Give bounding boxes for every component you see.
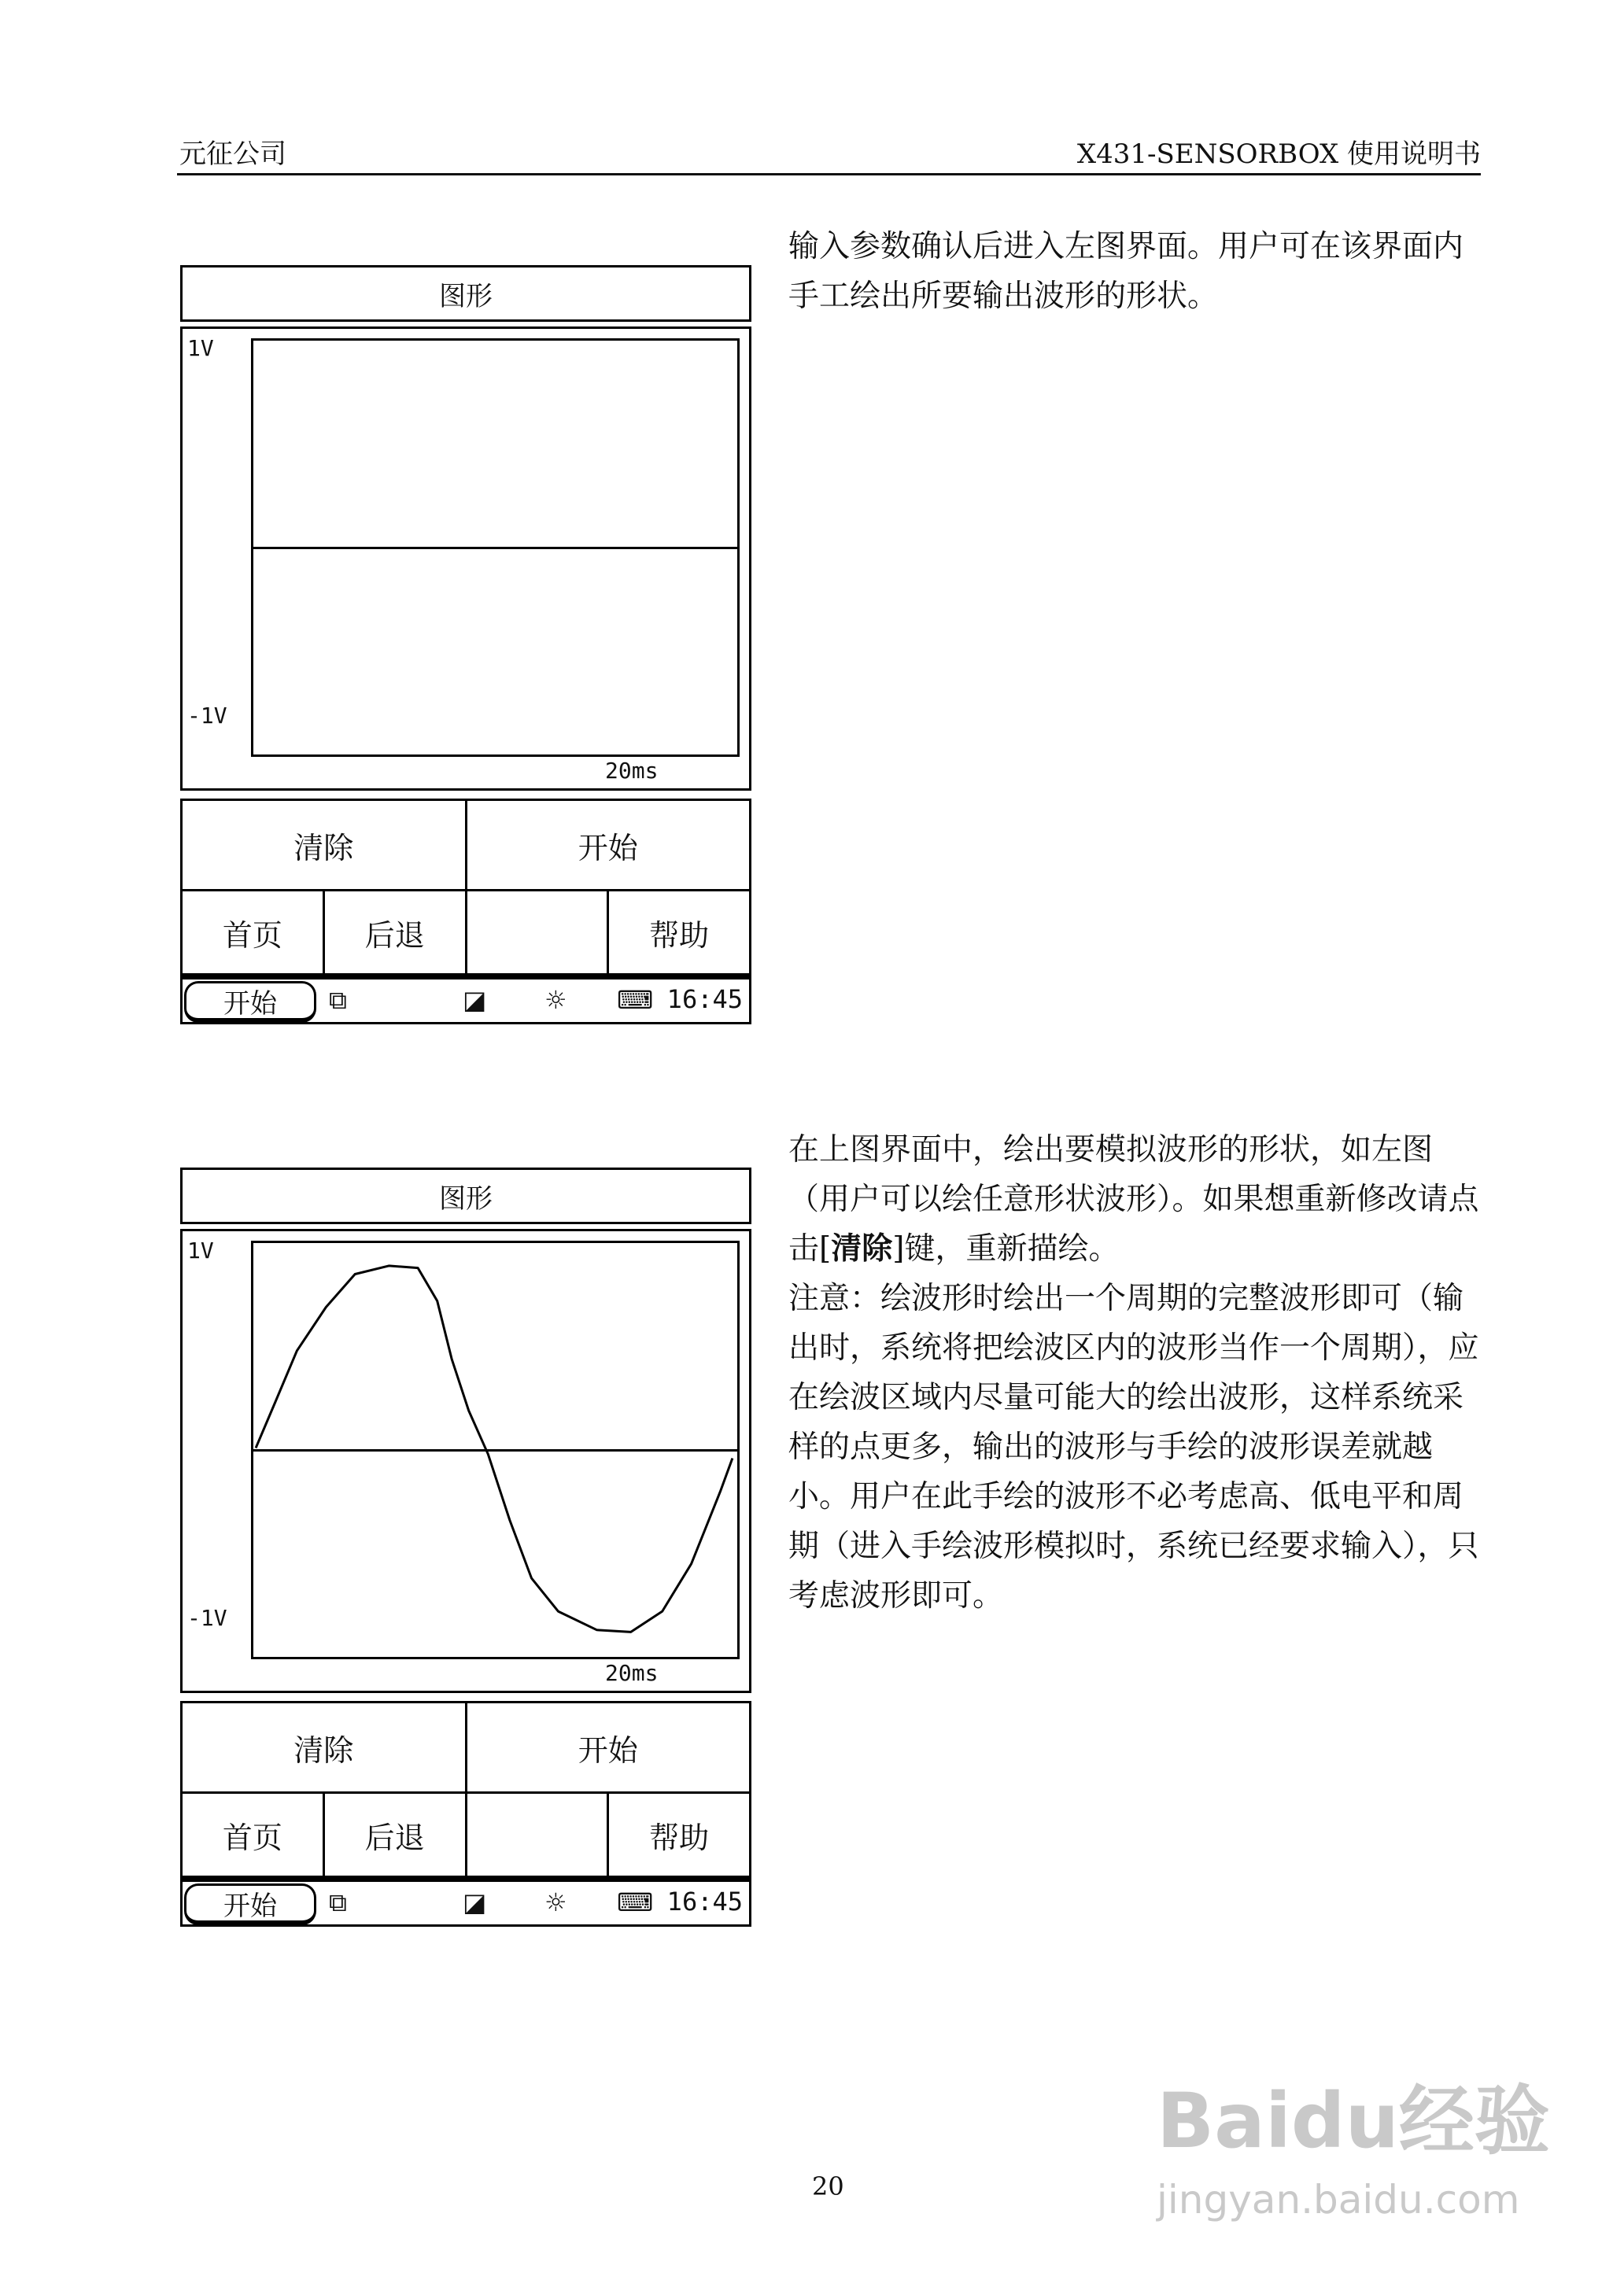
taskbar-start-button[interactable]: 开始: [184, 1883, 316, 1925]
description-2: [788, 1125, 1481, 1621]
help-button[interactable]: 帮助: [649, 1820, 710, 1855]
clock: 16:45: [666, 1887, 743, 1917]
windows-icon[interactable]: ⧉: [329, 1887, 347, 1917]
taskbar: [180, 1878, 751, 1927]
button-grid: [180, 799, 751, 976]
drawing-area: [180, 1229, 751, 1693]
y-max-label: 1V: [187, 335, 214, 361]
clear-button[interactable]: 清除: [183, 1703, 467, 1791]
description-1-text: 输入参数确认后进入左图界面。用户可在该界面内手工绘出所要输出波形的形状。: [788, 229, 1464, 314]
waveform-chart: [253, 1243, 737, 1657]
para1-text-a: 在上图界面中，绘出要模拟波形的形状，如左图（用户可以绘任意形状波形）。如果想重新修改请点击[: [788, 1132, 1479, 1267]
taskbar-start-button[interactable]: 开始: [184, 981, 316, 1023]
empty-button[interactable]: [467, 1794, 610, 1876]
y-min-label: -1V: [187, 1605, 227, 1631]
help-button[interactable]: 帮助: [649, 917, 710, 953]
clear-button[interactable]: 清除: [183, 801, 467, 889]
waveform-line: [256, 1266, 733, 1632]
watermark-url: jingyan.baidu.com: [1157, 2177, 1520, 2223]
x-span-label: 20ms: [605, 1660, 659, 1686]
description-2-para2: 注意：绘波形时绘出一个周期的完整波形即可（输出时，系统将把绘波区内的波形当作一个周期），应在绘波区域内尽量可能大的绘出波形，这样系统采样的点更多，输出的波形与手绘的波形误差就越小。用户在此手绘的波形不必考虑高、低电平和周期（进入手绘波形模拟时，系统已经要求输入），只考虑波形即可。: [788, 1281, 1479, 1614]
screen-title: 图形: [180, 1168, 751, 1224]
home-button[interactable]: 首页: [183, 891, 325, 973]
description-1: [788, 222, 1481, 321]
para1-text-b: ]键，重新描绘。: [892, 1231, 1120, 1267]
drawing-area: [180, 326, 751, 791]
para1-bold-clear: 清除: [831, 1230, 893, 1267]
header-divider: [177, 173, 1481, 175]
watermark-brand: Baidu经验: [1157, 2077, 1550, 2165]
description-2-para1: [788, 1125, 1481, 1274]
clock: 16:45: [666, 984, 743, 1014]
button-grid: [180, 1701, 751, 1878]
brightness-icon[interactable]: ☼: [544, 1887, 567, 1917]
taskbar: [180, 976, 751, 1024]
watermark: [1157, 2061, 1550, 2223]
draw-canvas[interactable]: [251, 338, 740, 757]
start-button[interactable]: 开始: [578, 1732, 638, 1768]
y-min-label: -1V: [187, 703, 227, 729]
start-button[interactable]: 开始: [578, 830, 638, 865]
y-max-label: 1V: [187, 1238, 214, 1264]
device-screen-empty: [180, 265, 751, 1024]
header-doc-title: X431-SENSORBOX 使用说明书: [1076, 138, 1481, 170]
draw-canvas[interactable]: [251, 1241, 740, 1659]
keyboard-icon[interactable]: ⌨: [617, 1887, 654, 1917]
stylus-icon[interactable]: ◪: [463, 985, 487, 1015]
back-button[interactable]: 后退: [325, 891, 467, 973]
zero-line: [253, 547, 737, 549]
back-button[interactable]: 后退: [325, 1794, 467, 1876]
device-screen-drawn: [180, 1168, 751, 1927]
stylus-icon[interactable]: ◪: [463, 1887, 487, 1917]
screen-title: 图形: [180, 265, 751, 322]
empty-button[interactable]: [467, 891, 610, 973]
page-number: 20: [812, 2171, 844, 2201]
x-span-label: 20ms: [605, 758, 659, 784]
windows-icon[interactable]: ⧉: [329, 985, 347, 1015]
brightness-icon[interactable]: ☼: [544, 985, 567, 1015]
header-company: 元征公司: [179, 138, 286, 170]
home-button[interactable]: 首页: [183, 1794, 325, 1876]
keyboard-icon[interactable]: ⌨: [617, 985, 654, 1015]
